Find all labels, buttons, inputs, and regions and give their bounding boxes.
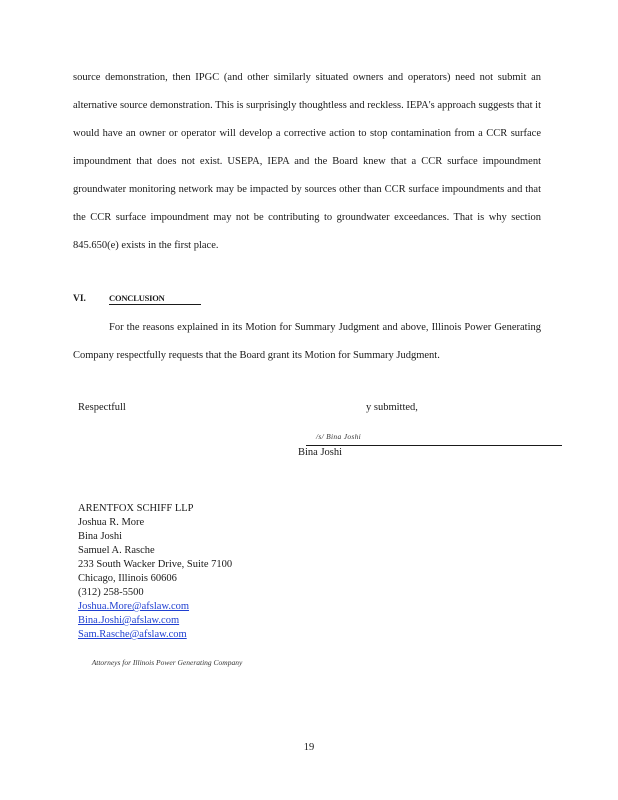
section-number: VI. — [73, 294, 86, 304]
street-address: 233 South Wacker Drive, Suite 7100 — [78, 559, 233, 570]
closing-right: y submitted, — [366, 402, 418, 413]
firm-block — [78, 502, 232, 642]
signer-name: Bina Joshi — [298, 447, 343, 458]
body-paragraph: source demonstration, then IPGC (and other similarly situated owners and operators) need not submit an alternative source demonstration. This is surprisingly thoughtless and reckless. IEPA's approach suggests that it would have an owner or operator will develop a corrective action to stop contamination from a CCR surface impoundment that does not exist. USEPA, IEPA and the Board knew that a CCR surface impoundment groundwater monitoring network may be impacted by sources other than CCR surface impoundments and that the CCR surface impoundment may not be contributing to groundwater exceedances. That is why section 845.650(e) exists in the first place. — [73, 72, 541, 251]
email-link[interactable]: Bina.Joshi@afslaw.com — [78, 615, 180, 626]
page-number: 19 — [303, 742, 315, 753]
conclusion-paragraph: For the reasons explained in its Motion for Summary Judgment and above, Illinois Power Generating Company respectfully requests that the Board grant its Motion for Summary Judgment. — [73, 322, 541, 361]
attorney-name: Samuel A. Rasche — [78, 545, 155, 556]
closing-left: Respectfull — [78, 402, 126, 413]
phone-number: (312) 258-5500 — [78, 587, 144, 598]
section-title: CONCLUSION — [109, 293, 201, 305]
city-address: Chicago, Illinois 60606 — [78, 573, 177, 584]
email-link[interactable]: Sam.Rasche@afslaw.com — [78, 629, 187, 640]
email-link[interactable]: Joshua.More@afslaw.com — [78, 601, 190, 612]
firm-name: ARENTFOX SCHIFF LLP — [78, 503, 194, 514]
attorney-name: Bina Joshi — [78, 531, 123, 542]
attorneys-for-note: Attorneys for Illinois Power Generating Company — [91, 658, 243, 667]
attorney-name: Joshua R. More — [78, 517, 145, 528]
electronic-signature: /s/ Bina Joshi — [316, 432, 362, 441]
section-heading — [73, 293, 201, 305]
